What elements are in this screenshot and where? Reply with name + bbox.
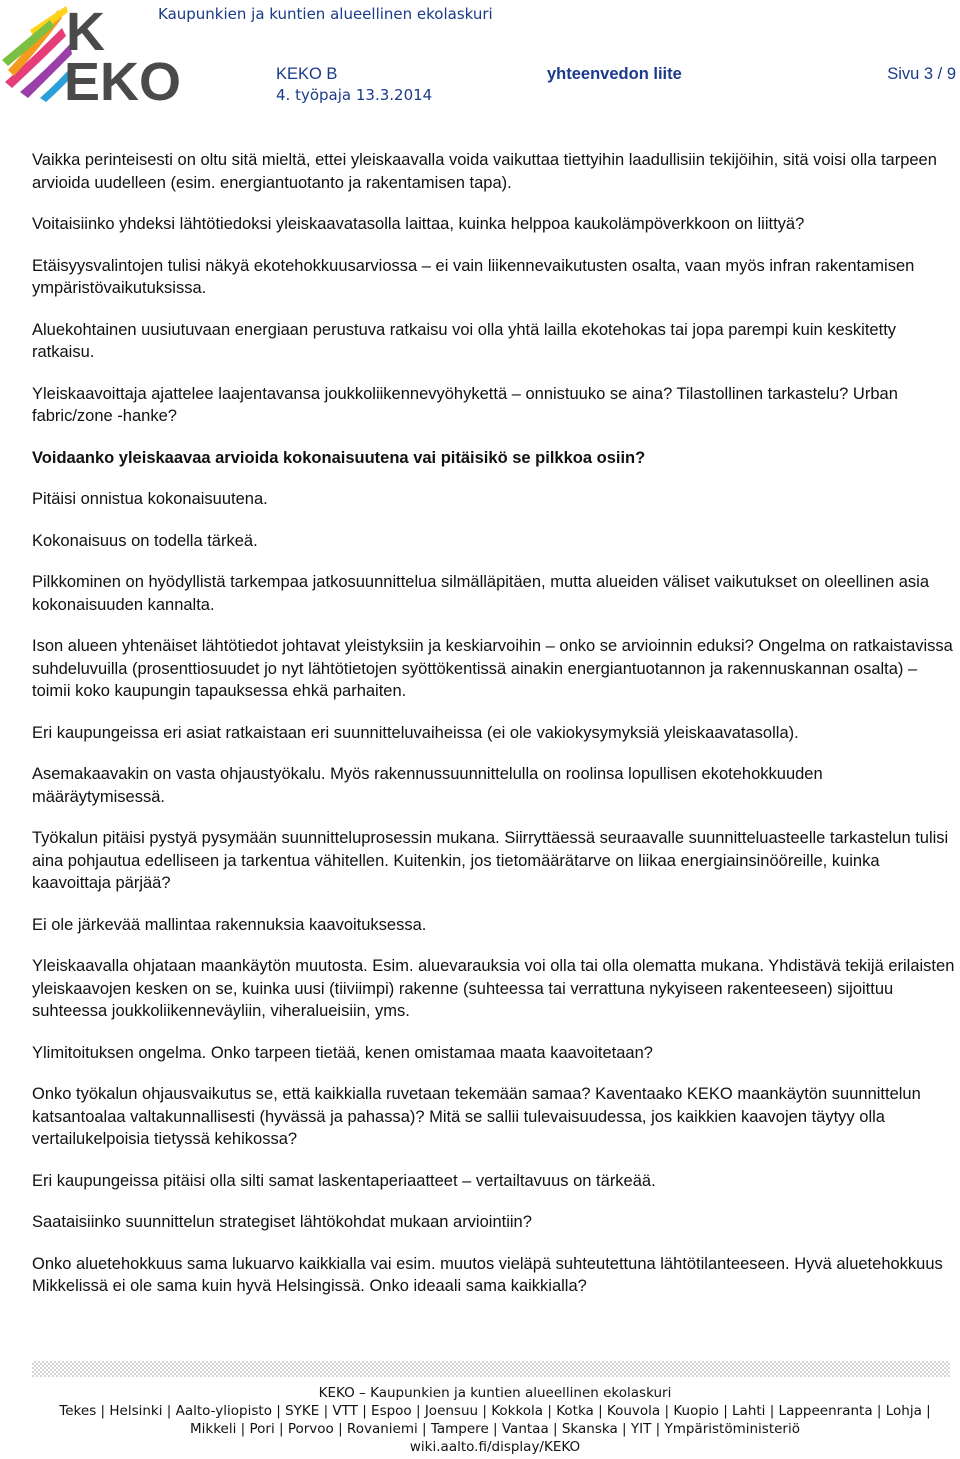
footer-title: KEKO – Kaupunkien ja kuntien alueellinen ekolaskuri — [318, 1385, 672, 1401]
paragraph: Onko aluetehokkuus sama lukuarvo kaikkialla vai esim. muutos vieläpä suhteutettuna lähtötilanteeseen. Hyvä aluetehokkuus Mikkelissä ei ole sama kuin hyvä Helsingissä. Onko ideaali sama kaikkialla? — [32, 1254, 943, 1295]
paragraph: Pilkkominen on hyödyllistä tarkempaa jatkosuunnittelua silmälläpitäen, mutta alueiden väliset vaikutukset on oleellinen asia kokonaisuuden kannalta. — [32, 573, 930, 614]
paragraph: Aluekohtainen uusiutuvaan energiaan perustuva ratkaisu voi olla yhtä lailla ekotehokas tai jopa parempi kuin keskitetty ratkaisu. — [32, 320, 897, 361]
logo-letters-eko: EKO — [64, 52, 182, 106]
document-body — [32, 149, 956, 1317]
doc-meta-row — [276, 65, 960, 87]
org-name: Kaupunkien ja kuntien alueellinen ekolaskuri — [158, 5, 493, 23]
paragraph: Eri kaupungeissa pitäisi olla silti samat laskentaperiaatteet – vertailtavuus on tärkeää. — [32, 1171, 656, 1190]
section-question: Voidaanko yleiskaavaa arvioida kokonaisuutena vai pitäisikö se pilkkoa osiin? — [32, 448, 646, 467]
paragraph: Vaikka perinteisesti on oltu sitä mieltä, ettei yleiskaavalla voida vaikuttaa tiettyihin laadullisiin tekijöihin, sitä voisi olla tarpeen arvioida uudelleen (esim. energiantuotanto ja rakentamisen tapa). — [32, 151, 937, 192]
logo-letter-k: K — [66, 2, 105, 62]
paragraph: Kokonaisuus on todella tärkeä. — [32, 531, 258, 550]
paragraph: Ylimitoituksen ongelma. Onko tarpeen tietää, kenen omistamaa maata kaavoitetaan? — [32, 1043, 653, 1062]
paragraph: Eri kaupungeissa eri asiat ratkaistaan eri suunnitteluvaiheissa (ei ole vakiokysymyksiä yleiskaavatasolla). — [32, 723, 799, 742]
paragraph: Voitaisiinko yhdeksi lähtötiedoksi yleiskaavatasolla laittaa, kuinka helppoa kaukolämpöverkkoon on liittyä? — [32, 215, 805, 233]
paragraph: Pitäisi onnistua kokonaisuutena. — [32, 490, 268, 508]
paragraph: Yleiskaavoittaja ajattelee laajentavansa joukkoliikennevyöhykettä – onnistuuko se aina? Tilastollinen tarkastelu? Urban fabric/zone -hanke? — [32, 384, 898, 425]
paragraph: Asemakaavakin on vasta ohjaustyökalu. Myös rakennussuunnittelulla on roolinsa lopullisen ekotehokkuuden määräytymisessä. — [32, 765, 823, 806]
doc-code: KEKO B — [276, 65, 338, 83]
footer — [0, 1384, 960, 1456]
footer-wiki-link[interactable]: wiki.aalto.fi/display/KEKO — [409, 1439, 581, 1455]
doc-date: 4. työpaja 13.3.2014 — [276, 86, 433, 104]
footer-divider — [32, 1361, 950, 1377]
paragraph: Saataisiinko suunnittelun strategiset lähtökohdat mukaan arviointiin? — [32, 1213, 532, 1231]
paragraph: Ison alueen yhtenäiset lähtötiedot johtavat yleistyksiin ja keskiarvoihin – onko se arvioinnin eduksi? Ongelma on ratkaistavissa suhdeluvuilla (prosenttiosuudet jo nyt lähtötietojen syöttökentissä ainakin energiantuotannon ja rakennuskannan osalta) – toimii koko kaupungin tapauksessa ehkä parhaiten. — [32, 637, 953, 700]
paragraph: Työkalun pitäisi pystyä pysymään suunnitteluprosessin mukana. Siirryttäessä seuraavalle suunnitteluasteelle tarkastelun tulisi aina pohjautua edelliseen ja tarkentua vähitellen. Kuitenkin, jos tietomäärätarve on liikaa energiainsinööreille, kuinka kaavoittaja pärjää? — [32, 829, 949, 892]
doc-title: yhteenvedon liite — [547, 65, 682, 83]
paragraph: Ei ole järkevää mallintaa rakennuksia kaavoituksessa. — [32, 915, 427, 934]
footer-partners-line-1: Tekes | Helsinki | Aalto-yliopisto | SYKE | VTT | Espoo | Joensuu | Kokkola | Kotka | Kouvola | Kuopio | Lahti | Lappeenranta | Lohja | — [59, 1403, 931, 1419]
paragraph: Onko työkalun ohjausvaikutus se, että kaikkialla ruvetaan tekemään samaa? Kaventaako KEKO maankäytön suunnittelun katsantoalaa valtakunnallisesti (hyvässä ja pahassa)? Mitä se sallii tulevaisuudessa, jos kaikkien kaavojen täytyy olla vertailukelpoisia tietyssä kehikossa? — [32, 1085, 921, 1148]
paragraph: Etäisyysvalintojen tulisi näkyä ekotehokkuusarviossa – ei vain liikennevaikutusten osalta, vaan myös infran rakentamisen ympäristövaikutuksissa. — [32, 256, 915, 297]
footer-partners-line-2: Mikkeli | Pori | Porvoo | Rovaniemi | Tampere | Vantaa | Skanska | YIT | Ympäristöministeriö — [189, 1421, 800, 1437]
page-indicator: Sivu 3 / 9 — [887, 65, 956, 83]
paragraph: Yleiskaavalla ohjataan maankäytön muutosta. Esim. aluevarauksia voi olla tai olla olematta mukana. Yhdistävä tekijä erilaisten yleiskaavojen kesken on se, kuinka uusi (tiiviimpi) rakenne (suhteessa tai verrattuna nykyiseen rakenteeseen) sijoittuu suhteessa joukkoliikenneväyliin, viheralueisiin, yms. — [32, 957, 955, 1020]
